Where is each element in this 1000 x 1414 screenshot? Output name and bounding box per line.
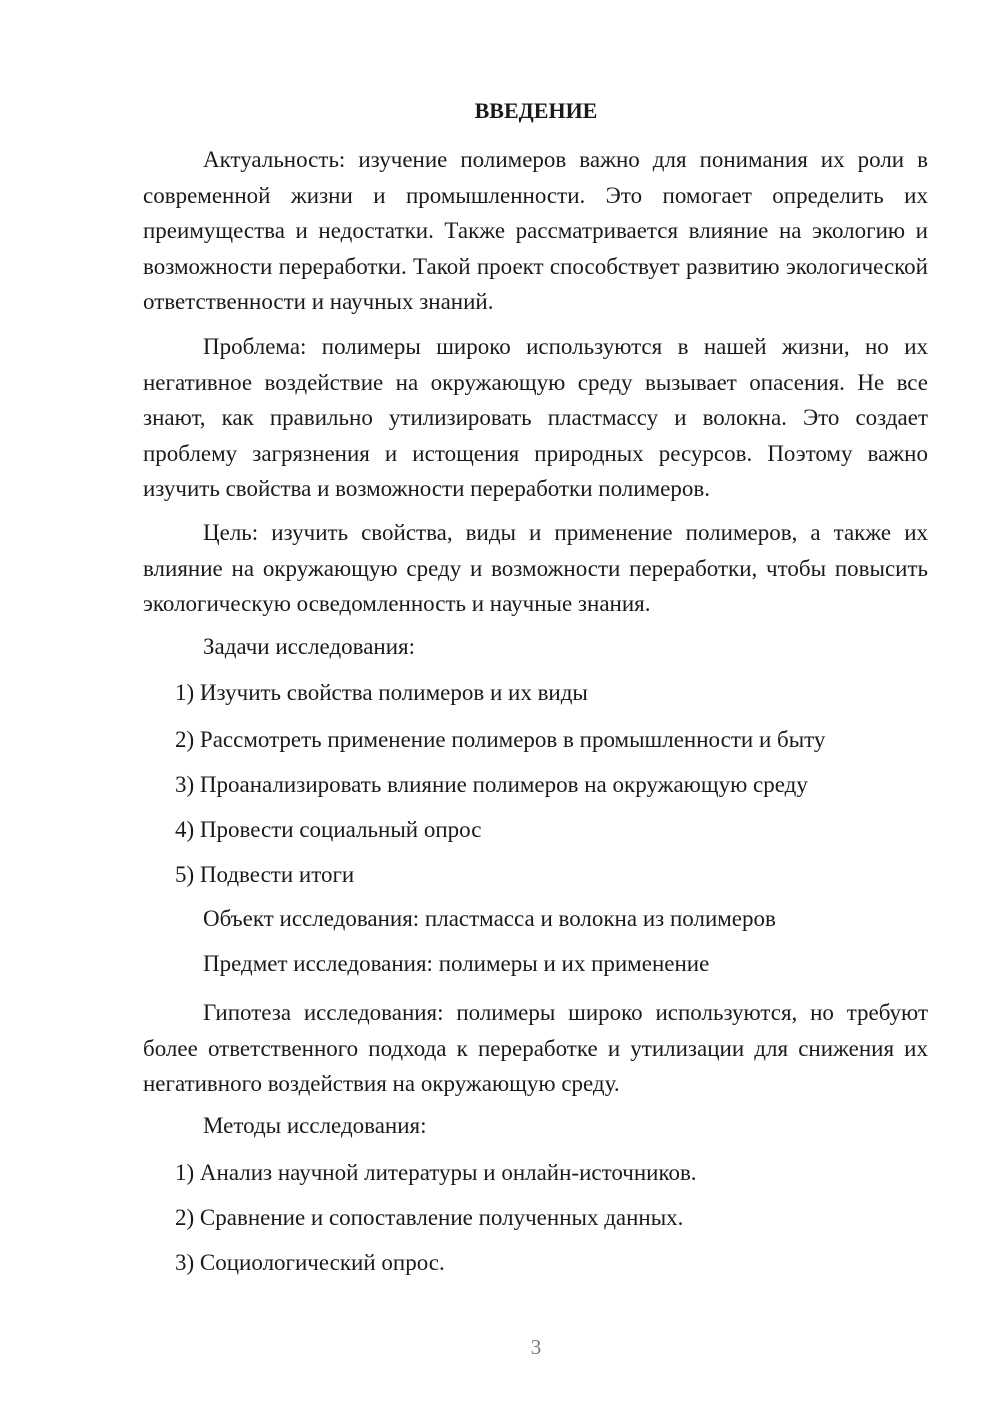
- methods-heading: Методы исследования:: [203, 1113, 427, 1138]
- object-line: Объект исследования: пластмасса и волокна из полимеров: [203, 906, 776, 931]
- page-title: ВВЕДЕНИЕ: [474, 98, 598, 123]
- problem-paragraph: Проблема: полимеры широко используются в нашей жизни, но их негативное воздействие на окружающую среду вызывает опасения. Не все знают, как правильно утилизировать пластмассу и волокна. Это создает проблему загрязнения и истощения природных ресурсов. Поэтому важно изучить свойства и возможности переработки полимеров.: [143, 334, 928, 501]
- hypothesis-paragraph: Гипотеза исследования: полимеры широко используются, но требуют более ответственного подхода к переработке и утилизации для снижения их негативного воздействия на окружающую среду.: [143, 1000, 928, 1096]
- method-item: 1) Анализ научной литературы и онлайн-источников.: [175, 1160, 697, 1185]
- task-item: 3) Проанализировать влияние полимеров на окружающую среду: [175, 772, 808, 797]
- task-item: 2) Рассмотреть применение полимеров в промышленности и быту: [175, 727, 826, 752]
- relevance-paragraph: Актуальность: изучение полимеров важно для понимания их роли в современной жизни и промышленности. Это помогает определить их преимущества и недостатки. Также рассматривается влияние на экологию и возможности переработки. Такой проект способствует развитию экологической ответственности и научных знаний.: [143, 147, 928, 314]
- subject-line: Предмет исследования: полимеры и их применение: [203, 951, 710, 976]
- task-item: 4) Провести социальный опрос: [175, 817, 482, 842]
- tasks-heading: Задачи исследования:: [203, 634, 416, 659]
- goal-paragraph: Цель: изучить свойства, виды и применение полимеров, а также их влияние на окружающую среду и возможности переработки, чтобы повысить экологическую осведомленность и научные знания.: [143, 520, 928, 616]
- task-item: 5) Подвести итоги: [175, 862, 355, 887]
- page-number: 3: [530, 1335, 542, 1359]
- task-item: 1) Изучить свойства полимеров и их виды: [175, 680, 588, 705]
- method-item: 2) Сравнение и сопоставление полученных данных.: [175, 1205, 684, 1230]
- method-item: 3) Социологический опрос.: [175, 1250, 445, 1275]
